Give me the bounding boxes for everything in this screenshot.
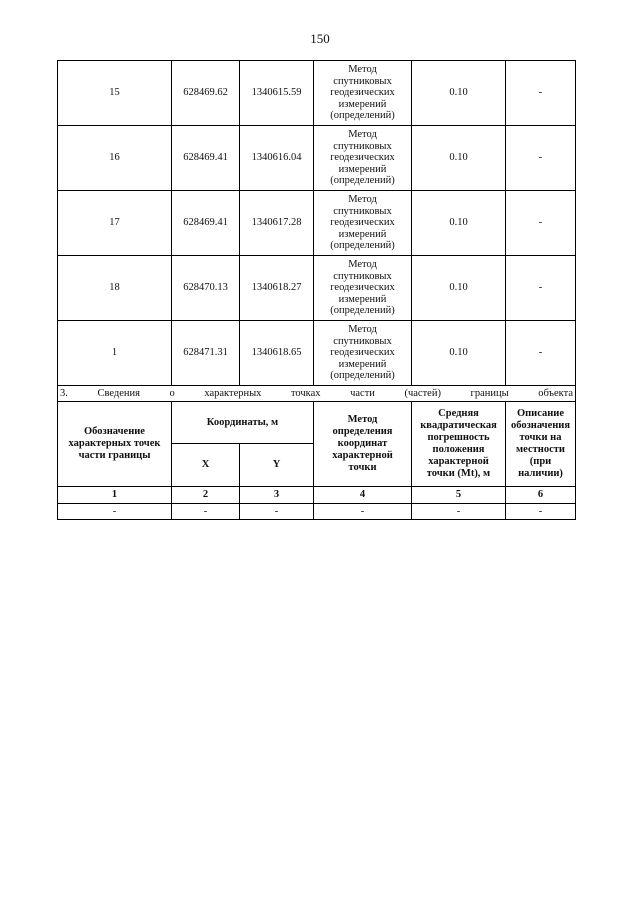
empty-cell: - (58, 504, 172, 520)
header-line: характерных точек (68, 438, 161, 449)
method-line: геодезических (330, 87, 395, 99)
method-line: спутниковых (333, 140, 392, 152)
description-cell: - (506, 256, 576, 321)
method-line: Метод (348, 64, 377, 76)
header-line: Средняя (438, 408, 479, 419)
method-line: геодезических (330, 282, 395, 294)
header-description (506, 402, 576, 487)
header-designation-text (69, 426, 161, 461)
accuracy-cell: 0.10 (412, 191, 506, 256)
header-line: Обозначение (84, 426, 145, 437)
table-row (58, 61, 576, 126)
x-coordinate-cell: 628470.13 (172, 256, 240, 321)
method-line: спутниковых (333, 75, 392, 87)
column-number: 4 (314, 487, 412, 504)
column-number: 5 (412, 487, 506, 504)
method-line: измерений (338, 163, 387, 175)
method-line: (определений) (330, 110, 395, 122)
method-line: (определений) (330, 240, 395, 252)
column-number: 3 (240, 487, 314, 504)
method-cell (314, 321, 412, 386)
column-number: 1 (58, 487, 172, 504)
accuracy-cell: 0.10 (412, 126, 506, 191)
section-3-title: 3. Сведения о характерных точках части (частей) границы объекта (58, 386, 576, 402)
boundary-points-table (57, 60, 576, 520)
header-line: положения (432, 444, 485, 455)
header-accuracy-text (420, 408, 497, 479)
point-id-cell: 15 (58, 61, 172, 126)
method-line: геодезических (330, 347, 395, 359)
header-line: характерной (428, 456, 489, 467)
empty-cell: - (172, 504, 240, 520)
method-line: спутниковых (333, 205, 392, 217)
accuracy-cell: 0.10 (412, 321, 506, 386)
description-cell: - (506, 61, 576, 126)
header-designation (58, 402, 172, 487)
header-method (314, 402, 412, 487)
method-line: Метод (348, 259, 377, 271)
header-line: точки (Mt), м (426, 468, 491, 479)
page-number: 150 (310, 31, 330, 46)
header-line: наличии) (518, 468, 563, 479)
header-x: X (172, 444, 240, 487)
method-line: Метод (348, 324, 377, 336)
point-id-cell: 16 (58, 126, 172, 191)
method-line: Метод (348, 194, 377, 206)
method-line: спутниковых (333, 335, 392, 347)
y-coordinate-cell: 1340617.28 (240, 191, 314, 256)
header-y: Y (240, 444, 314, 487)
empty-cell: - (240, 504, 314, 520)
header-line: Описание (516, 408, 565, 419)
method-line: измерений (338, 228, 387, 240)
header-line: координат (337, 438, 388, 449)
accuracy-cell: 0.10 (412, 61, 506, 126)
method-line: геодезических (330, 217, 395, 229)
method-line: геодезических (330, 152, 395, 164)
header-description-text (511, 408, 570, 479)
header-line: Метод (347, 414, 378, 425)
point-id-cell: 17 (58, 191, 172, 256)
empty-cell: - (314, 504, 412, 520)
method-line: (определений) (330, 305, 395, 317)
header-line: определения (332, 426, 393, 437)
method-cell (314, 61, 412, 126)
header-line: погрешность (427, 432, 490, 443)
header-line: обозначения (510, 420, 571, 431)
header-line: точки (348, 462, 377, 473)
description-cell: - (506, 126, 576, 191)
method-line: (определений) (330, 175, 395, 187)
header-accuracy (412, 402, 506, 487)
header-coordinates: Координаты, м (172, 402, 314, 444)
method-line: измерений (338, 293, 387, 305)
coordinates-table-body (58, 61, 576, 386)
y-coordinate-cell: 1340618.27 (240, 256, 314, 321)
y-coordinate-cell: 1340616.04 (240, 126, 314, 191)
table-row (58, 126, 576, 191)
method-line: измерений (338, 358, 387, 370)
table-row (58, 191, 576, 256)
method-cell (314, 256, 412, 321)
x-coordinate-cell: 628469.62 (172, 61, 240, 126)
y-coordinate-cell: 1340618.65 (240, 321, 314, 386)
empty-data-row (58, 504, 576, 520)
x-coordinate-cell: 628469.41 (172, 126, 240, 191)
header-method-text (332, 414, 393, 473)
method-cell (314, 126, 412, 191)
method-line: (определений) (330, 370, 395, 382)
column-numbers-row (58, 487, 576, 504)
header-line: части границы (78, 450, 151, 461)
empty-cell: - (506, 504, 576, 520)
empty-cell: - (412, 504, 506, 520)
y-coordinate-cell: 1340615.59 (240, 61, 314, 126)
method-cell (314, 191, 412, 256)
header-line: местности (при (516, 444, 565, 467)
header-line: квадратическая (420, 420, 497, 431)
header-line: характерной (332, 450, 393, 461)
description-cell: - (506, 191, 576, 256)
method-line: Метод (348, 129, 377, 141)
x-coordinate-cell: 628471.31 (172, 321, 240, 386)
method-line: спутниковых (333, 270, 392, 282)
description-cell: - (506, 321, 576, 386)
point-id-cell: 18 (58, 256, 172, 321)
method-line: измерений (338, 98, 387, 110)
column-number: 6 (506, 487, 576, 504)
header-line: точки на (519, 432, 562, 443)
point-id-cell: 1 (58, 321, 172, 386)
table-row (58, 321, 576, 386)
column-number: 2 (172, 487, 240, 504)
table-row (58, 256, 576, 321)
x-coordinate-cell: 628469.41 (172, 191, 240, 256)
accuracy-cell: 0.10 (412, 256, 506, 321)
